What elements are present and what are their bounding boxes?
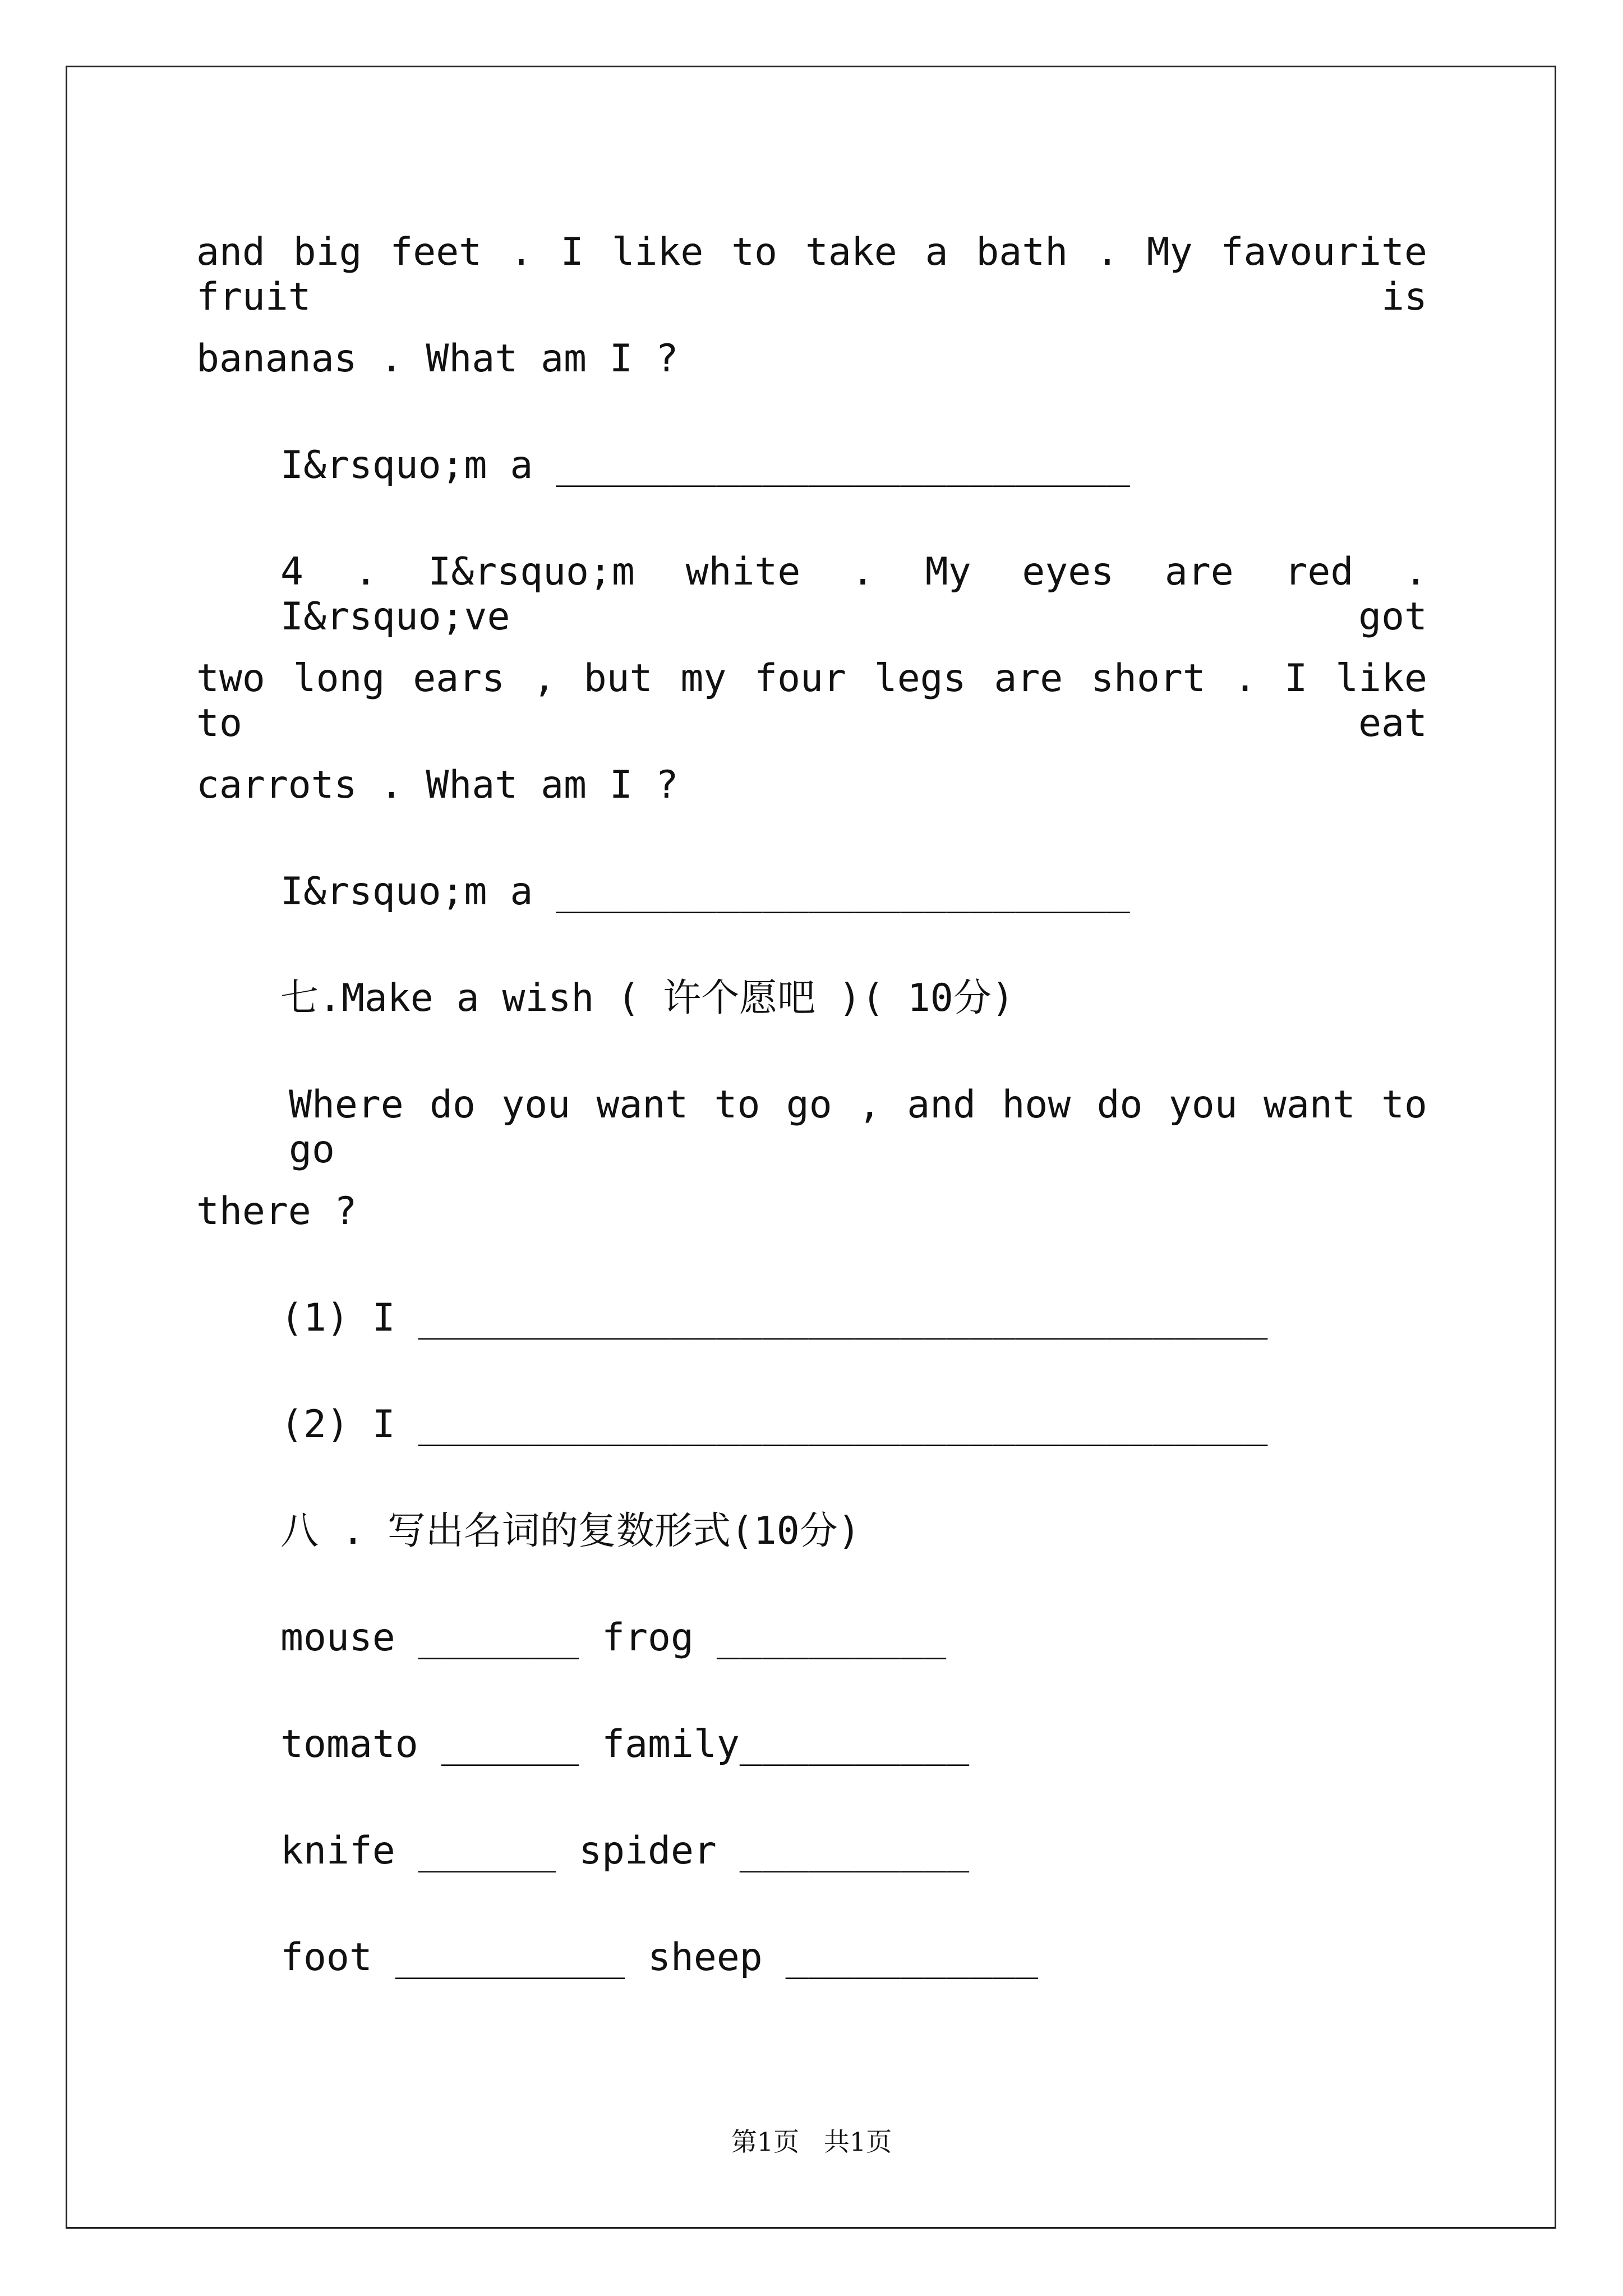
question-line-end: there ? — [196, 1189, 357, 1234]
plural-row-1: mouse _______ frog __________ — [280, 1616, 947, 1660]
plural-row-3: knife ______ spider __________ — [280, 1829, 970, 1873]
question-line: Where do you want to go , and how do you want to go — [289, 1083, 1427, 1172]
plural-row-2: tomato ______ family__________ — [280, 1722, 970, 1766]
text-line-1: and big feet . I like to take a bath . My favourite fruit is — [196, 230, 1427, 319]
answer-line-3: I&rsquo;m a _________________________ — [280, 443, 1130, 487]
section-heading-7: 七.Make a wish ( 许个愿吧 )( 10分) — [280, 976, 1015, 1020]
wish-answer-1: (1) I _____________________________________ — [280, 1296, 1268, 1340]
text-line-4: 4 . I&rsquo;m white . My eyes are red . I&rsquo;ve got — [280, 550, 1427, 639]
wish-answer-2: (2) I _____________________________________ — [280, 1402, 1268, 1447]
section-heading-8: 八 . 写出名词的复数形式(10分) — [280, 1509, 861, 1553]
answer-line-4: I&rsquo;m a _________________________ — [280, 869, 1130, 914]
plural-row-4: foot __________ sheep ___________ — [280, 1935, 1039, 1980]
page-footer: 第1页 共1页 — [731, 2127, 892, 2157]
text-line-5: two long ears , but my four legs are short . I like to eat — [196, 656, 1427, 746]
text-line-6: carrots . What am I ? — [196, 763, 679, 807]
text-line-2: bananas . What am I ? — [196, 337, 679, 381]
